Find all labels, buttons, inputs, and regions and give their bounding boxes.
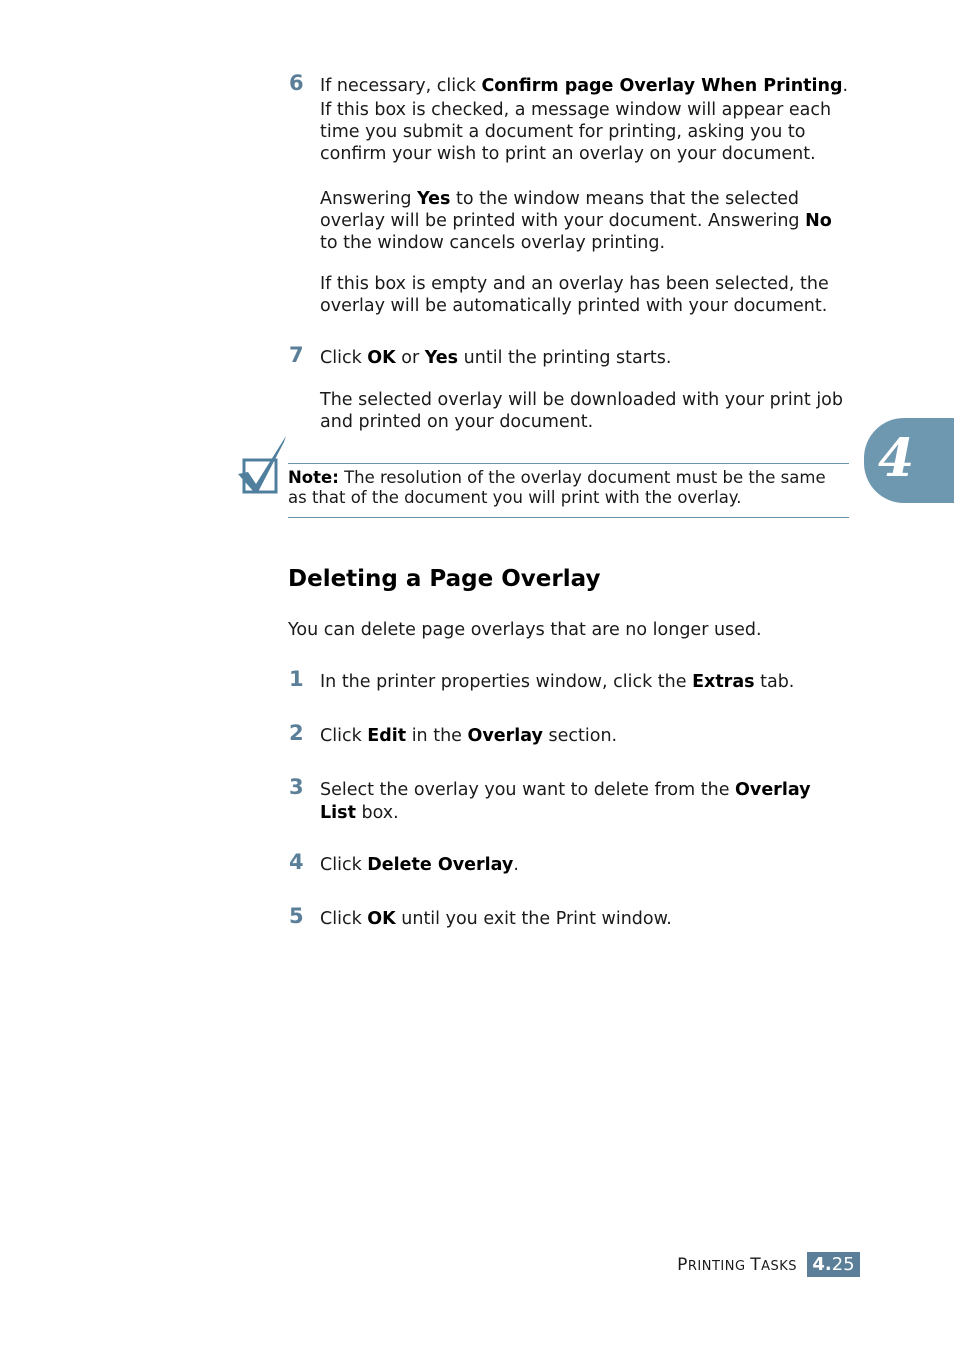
step-number-6: 6 [289, 71, 304, 95]
step-5-text: Click OK until you exit the Print window. [320, 909, 672, 929]
step-6-text: If necessary, click Confirm page Overlay When Printing. [320, 76, 849, 96]
section-heading: Deleting a Page Overlay [288, 566, 601, 592]
section-intro: You can delete page overlays that are no longer used. [288, 620, 762, 640]
note-text: Note: The resolution of the overlay document must be the same as that of the document you will print with the overlay. [288, 468, 826, 507]
step-6-para-3: If this box is empty and an overlay has been selected, the overlay will be automatically printed with your document. [320, 274, 829, 316]
footer-section-label: PRINTING TASKS [677, 1255, 797, 1275]
step-number-7: 7 [289, 343, 304, 367]
page-number-badge: 4.25 [807, 1252, 860, 1277]
step-number-4: 4 [289, 850, 304, 874]
step-3-text: Select the overlay you want to delete from the Overlay List box. [320, 780, 811, 823]
step-number-2: 2 [289, 721, 304, 745]
step-1-text: In the printer properties window, click the Extras tab. [320, 672, 795, 692]
step-number-3: 3 [289, 775, 304, 799]
chapter-tab-number: 4 [878, 428, 915, 489]
step-2-text: Click Edit in the Overlay section. [320, 726, 618, 746]
step-6-para-2: Answering Yes to the window means that the selected overlay will be printed with your document. Answering No to the window cancels overlay printing. [320, 189, 832, 253]
step-7-para: The selected overlay will be downloaded with your print job and printed on your document. [320, 390, 843, 432]
step-4-text: Click Delete Overlay. [320, 855, 519, 875]
note-bottom-rule [288, 517, 849, 518]
checkmark-note-icon [236, 434, 288, 496]
step-number-5: 5 [289, 904, 304, 928]
step-7-text: Click OK or Yes until the printing starts. [320, 348, 672, 368]
step-6-para-1: If this box is checked, a message window will appear each time you submit a document for printing, asking you to confirm your wish to print an overlay on your document. [320, 100, 832, 164]
step-number-1: 1 [289, 667, 304, 691]
note-top-rule [288, 463, 849, 464]
